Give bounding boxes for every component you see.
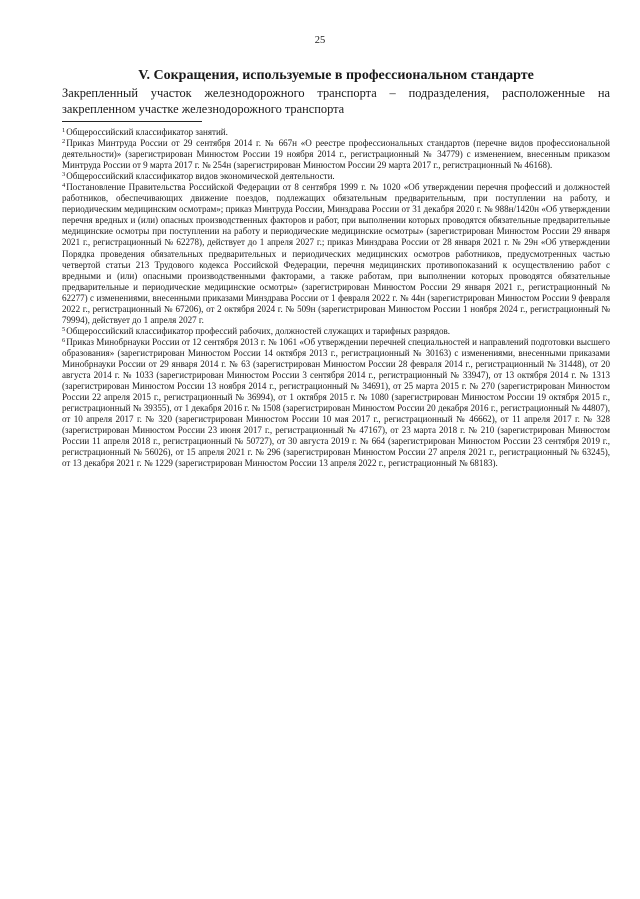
footnote-mark: 4 (62, 182, 66, 190)
footnote (62, 326, 610, 337)
section-title: V. Сокращения, используемые в профессиональном стандарте (138, 68, 534, 83)
footnote (62, 337, 610, 470)
footnotes (62, 127, 610, 469)
footnote-text: Общероссийский классификатор занятий. (66, 127, 228, 137)
footnote-text: Общероссийский классификатор видов экономической деятельности. (66, 171, 335, 182)
footnote-text: Приказ Минтруда России от 29 сентября 2014 г. № 667н «О реестре профессиональных стандартов (перечне видов профессиональной деятельности)» (зарегистрирован Минюстом России 19 ноября 2014 г., регистрационный № 34779) с изменением, внесенным приказом Минтруда России от 9 марта 2017 г. № 254н (зарегистрирован Минюстом России 29 марта 2017 г., регистрационный № 46168). (62, 138, 610, 171)
footnote-mark: 3 (62, 171, 66, 179)
footnote-text: Общероссийский классификатор профессий рабочих, должностей служащих и тарифных разрядов. (66, 325, 451, 336)
definition-paragraph: Закрепленный участок железнодорожного транспорта – подразделения, расположенные на закрепленном участке железнодорожного транспорта (62, 86, 610, 116)
footnote-mark: 2 (62, 138, 66, 146)
footnote (62, 182, 610, 326)
footnote-mark: 6 (62, 336, 66, 344)
footnote-separator (62, 121, 202, 122)
footnote-text: Постановление Правительства Российской Федерации от 8 сентября 1999 г. № 1020 «Об утверждении перечня профессий и должностей работников, обеспечивающих движение поездов, подлежащих обязательным предварительным, при поступлении на работу, и периодическим медицинским осмотрам»; приказ Минтруда России, Минздрава России от 31 декабря 2020 г. № 988н/1420н «Об утверждении перечня вредных и (или) опасных производственных факторов и работ, при выполнении которых проводятся обязательные предварительные медицинские осмотры при поступлении на работу и периодические медицинские осмотры» (зарегистрирован Минюстом России 29 января 2021 г., регистрационный № 62278), действует до 1 апреля 2027 г.; приказ Минздрава России от 28 января 2021 г. № 29н «Об утверждении Порядка проведения обязательных предварительных и периодических медицинских осмотров работников, предусмотренных частью четвертой статьи 213 Трудового кодекса Российской Федерации, перечня медицинских противопоказаний к осуществлению работ с вредными и (или) опасными производственными факторами, а также работам, при выполнении которых проводятся обязательные предварительные и периодические медицинские осмотры» (зарегистрирован Минюстом России 29 января 2021 г., регистрационный № 62277) с изменениями, внесенными приказами Минздрава России от 1 февраля 2022 г. № 44н (зарегистрирован Минюстом России 9 февраля 2022 г., регистрационный № 67206), от 2 октября 2024 г. № 509н (зарегистрирован Минюстом России 1 ноября 2024 г., регистрационный № 79994), действует до 1 апреля 2027 г. (62, 182, 610, 325)
footnote-mark: 1 (62, 127, 66, 134)
footnote-text: Приказ Минобрнауки России от 12 сентября 2013 г. № 1061 «Об утверждении перечней специальностей и направлений подготовки высшего образования» (зарегистрирован Минюстом России 14 октября 2013 г., регистрационный № 30163) с изменениями, внесенными приказами Минобрнауки России от 29 января 2014 г. № 63 (зарегистрирован Минюстом России 28 февраля 2014 г., регистрационный № 31448), от 20 августа 2014 г. № 1033 (зарегистрирован Минюстом России 3 сентября 2014 г., регистрационный № 33947), от 13 октября 2014 г. № 1313 (зарегистрирован Минюстом России 13 ноября 2014 г., регистрационный № 34691), от 25 марта 2015 г. № 270 (зарегистрирован Минюстом России 22 апреля 2015 г., регистрационный № 36994), от 1 октября 2015 г. № 1080 (зарегистрирован Минюстом России 19 октября 2015 г., регистрационный № 39355), от 1 декабря 2016 г. № 1508 (зарегистрирован Минюстом России 20 декабря 2016 г., регистрационный № 44807), от 10 апреля 2017 г. № 320 (зарегистрирован Минюстом России 10 мая 2017 г., регистрационный № 46662), от 11 апреля 2017 г. № 328 (зарегистрирован Минюстом России 23 июня 2017 г., регистрационный № 47167), от 23 марта 2018 г. № 210 (зарегистрирован Минюстом России 11 апреля 2018 г., регистрационный № 50727), от 30 августа 2019 г. № 664 (зарегистрирован Минюстом России 23 сентября 2019 г., регистрационный № 56026), от 15 апреля 2021 г. № 296 (зарегистрирован Минюстом России 27 апреля 2021 г., регистрационный № 63245), от 13 декабря 2021 г. № 1229 (зарегистрирован Минюстом России 13 апреля 2022 г., регистрационный № 68183). (62, 336, 610, 469)
footnote (62, 127, 610, 138)
footnote-mark: 5 (62, 325, 66, 333)
footnote (62, 171, 610, 182)
page-number: 25 (314, 35, 326, 46)
footnote (62, 138, 610, 171)
